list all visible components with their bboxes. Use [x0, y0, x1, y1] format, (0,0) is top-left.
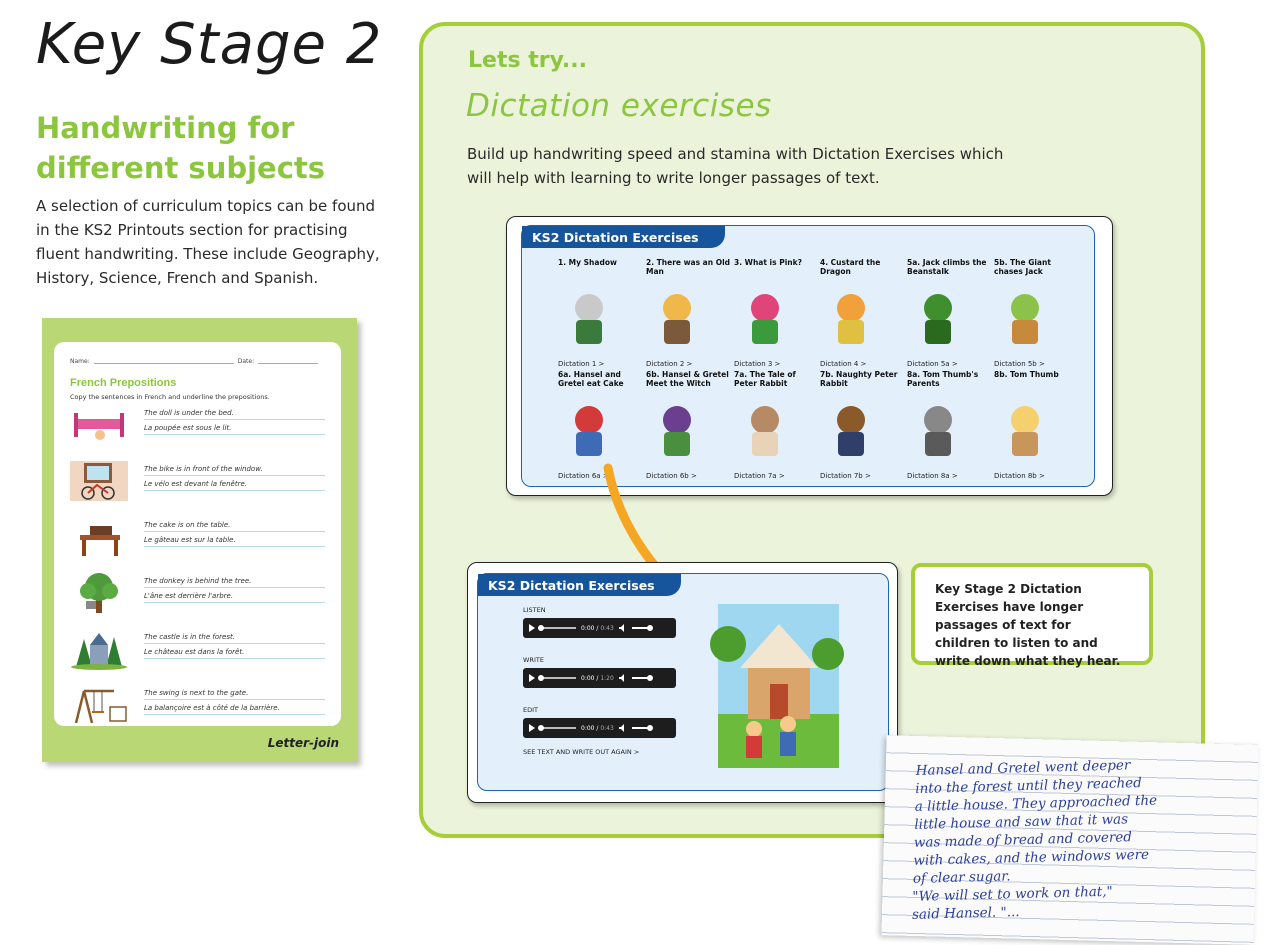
seek-bar[interactable] [540, 627, 576, 629]
handwriting-sample [881, 735, 1258, 945]
letter-join-logo: Letter-join [267, 736, 339, 750]
exercise-item[interactable] [907, 370, 993, 480]
handwriting-line: a little house. They approached the [914, 792, 1158, 815]
date-label: Date: [237, 358, 255, 365]
exercises-panel [521, 225, 1095, 487]
exercise-item[interactable] [558, 258, 644, 368]
worksheet-sheet [54, 342, 341, 726]
worksheet-preview [42, 318, 357, 762]
french-sentence: La balançoire est à côté de la barrière. [144, 700, 325, 715]
play-icon[interactable] [529, 674, 535, 682]
basket-icon[interactable] [820, 398, 882, 460]
name-line [94, 358, 234, 364]
intro-text: A selection of curriculum topics can be found in the KS2 Printouts section for practising fluent handwriting. These include Geography, History, Science, French and Spanish. [36, 197, 380, 287]
bike-icon [70, 461, 128, 501]
volume-icon[interactable] [619, 674, 627, 682]
volume-slider[interactable] [632, 677, 650, 679]
witch-icon[interactable] [646, 398, 708, 460]
volume-slider[interactable] [632, 627, 650, 629]
worksheet-item [70, 517, 325, 569]
exercise-title: 5a. Jack climbs the Beanstalk [907, 258, 987, 276]
worksheet-item [70, 685, 325, 737]
write-label: WRITE [523, 656, 544, 664]
volume-icon[interactable] [619, 724, 627, 732]
dragon-icon[interactable] [820, 286, 882, 348]
listen-label: LISTEN [523, 606, 546, 614]
callout-box: Key Stage 2 Dictation Exercises have longer passages of text for children to listen to and write down what they hear. [911, 563, 1153, 665]
handwriting-line: "We will set to work on that," [912, 883, 1113, 905]
date-line [258, 358, 318, 364]
exercise-title: 6a. Hansel and Gretel eat Cake [558, 370, 624, 388]
worksheet-item [70, 573, 325, 625]
exercise-item[interactable] [734, 258, 820, 368]
exercise-title: 7a. The Tale of Peter Rabbit [734, 370, 796, 388]
exercise-item[interactable] [820, 370, 906, 480]
exercises-tab: KS2 Dictation Exercises [522, 226, 725, 248]
exercise-item[interactable] [820, 258, 906, 368]
swing-icon [70, 685, 128, 725]
exercise-title: 8b. Tom Thumb [994, 370, 1059, 379]
handwriting-line: said Hansel. "... [911, 904, 1020, 923]
spinning-wheel-icon[interactable] [907, 398, 969, 460]
beanstalk-icon[interactable] [907, 286, 969, 348]
seek-bar[interactable] [540, 677, 576, 679]
panel-description: Build up handwriting speed and stamina with Dictation Exercises which will help with learning to write longer passages of text. [467, 145, 1004, 187]
panel-kicker: Lets try... [468, 48, 587, 73]
exercise-link[interactable]: Dictation 7a > [734, 472, 785, 480]
exercise-link[interactable]: Dictation 2 > [646, 360, 693, 368]
english-sentence: The doll is under the bed. [144, 405, 325, 420]
castle-forest-icon [70, 629, 128, 669]
exercise-title: 5b. The Giant chases Jack [994, 258, 1051, 276]
tom-thumb-icon[interactable] [994, 398, 1056, 460]
french-sentence: L'âne est derrière l'arbre. [144, 588, 325, 603]
play-icon[interactable] [529, 624, 535, 632]
english-sentence: The castle is in the forest. [144, 629, 325, 644]
exercise-title: 6b. Hansel & Gretel Meet the Witch [646, 370, 729, 388]
handwriting-line: Hansel and Gretel went deeper [915, 757, 1131, 779]
volume-icon[interactable] [619, 624, 627, 632]
exercises-screenshot [506, 216, 1113, 496]
player-screenshot [467, 562, 898, 803]
boy-shadow-icon[interactable] [558, 286, 620, 348]
english-sentence: The swing is next to the gate. [144, 685, 325, 700]
page-title: Key Stage 2 [36, 12, 383, 77]
edit-label: EDIT [523, 706, 538, 714]
exercise-link[interactable]: Dictation 6b > [646, 472, 697, 480]
cake-table-icon [70, 517, 128, 557]
worksheet-item [70, 461, 325, 513]
worksheet-instruction: Copy the sentences in French and underline the prepositions. [70, 393, 270, 401]
english-sentence: The cake is on the table. [144, 517, 325, 532]
exercise-item[interactable] [994, 258, 1080, 368]
gingerbread-house-illustration [718, 604, 839, 768]
handwriting-line: with cakes, and the windows were [913, 846, 1150, 869]
panel-title: Dictation exercises [466, 88, 772, 124]
see-text-link[interactable]: SEE TEXT AND WRITE OUT AGAIN > [523, 748, 640, 756]
player-tab: KS2 Dictation Exercises [478, 574, 681, 596]
section-heading: Handwriting for different subjects [36, 111, 326, 185]
edit-audio-player[interactable] [523, 718, 676, 738]
exercise-link[interactable]: Dictation 8b > [994, 472, 1045, 480]
old-man-birds-icon[interactable] [646, 286, 708, 348]
exercise-title: 4. Custard the Dragon [820, 258, 881, 276]
exercise-title: 1. My Shadow [558, 258, 617, 267]
exercise-item[interactable] [734, 370, 820, 480]
exercise-link[interactable]: Dictation 3 > [734, 360, 781, 368]
exercise-title: 2. There was an Old Man [646, 258, 731, 276]
exercise-title: 8a. Tom Thumb's Parents [907, 370, 979, 388]
time-display: 0:00 / 1:20 [581, 674, 614, 682]
hansel-gretel-icon[interactable] [558, 398, 620, 460]
name-label: Name: [70, 358, 90, 365]
rose-icon[interactable] [734, 286, 796, 348]
rabbits-icon[interactable] [734, 398, 796, 460]
exercise-item[interactable] [994, 370, 1080, 480]
exercise-link[interactable]: Dictation 5a > [907, 360, 958, 368]
listen-audio-player[interactable] [523, 618, 676, 638]
exercise-title: 7b. Naughty Peter Rabbit [820, 370, 898, 388]
giant-icon[interactable] [994, 286, 1056, 348]
exercise-link[interactable]: Dictation 4 > [820, 360, 867, 368]
volume-slider[interactable] [632, 727, 650, 729]
english-sentence: The bike is in front of the window. [144, 461, 325, 476]
exercise-item[interactable] [646, 258, 732, 368]
handwriting-line: into the forest until they reached [915, 775, 1143, 797]
worksheet-title: French Prepositions [70, 377, 177, 389]
french-sentence: La poupée est sous le lit. [144, 420, 325, 435]
bed-icon [70, 405, 128, 445]
handwriting-line: was made of bread and covered [913, 829, 1133, 851]
exercise-link[interactable]: Dictation 6a > [558, 472, 609, 480]
play-icon[interactable] [529, 724, 535, 732]
player-panel [477, 573, 889, 791]
exercise-title: 3. What is Pink? [734, 258, 802, 267]
french-sentence: Le vélo est devant la fenêtre. [144, 476, 325, 491]
worksheet-item [70, 405, 325, 457]
time-display: 0:00 / 0:43 [581, 624, 614, 632]
exercise-link[interactable]: Dictation 7b > [820, 472, 871, 480]
english-sentence: The donkey is behind the tree. [144, 573, 325, 588]
seek-bar[interactable] [540, 727, 576, 729]
handwriting-line: of clear sugar. [912, 868, 1011, 887]
french-sentence: Le gâteau est sur la table. [144, 532, 325, 547]
exercise-link[interactable]: Dictation 8a > [907, 472, 958, 480]
write-audio-player[interactable] [523, 668, 676, 688]
time-display: 0:00 / 0:43 [581, 724, 614, 732]
exercise-item[interactable] [907, 258, 993, 368]
handwriting-line: little house and saw that it was [914, 811, 1129, 833]
donkey-tree-icon [70, 573, 128, 613]
french-sentence: Le château est dans la forêt. [144, 644, 325, 659]
exercise-link[interactable]: Dictation 5b > [994, 360, 1045, 368]
worksheet-item [70, 629, 325, 681]
exercise-link[interactable]: Dictation 1 > [558, 360, 605, 368]
